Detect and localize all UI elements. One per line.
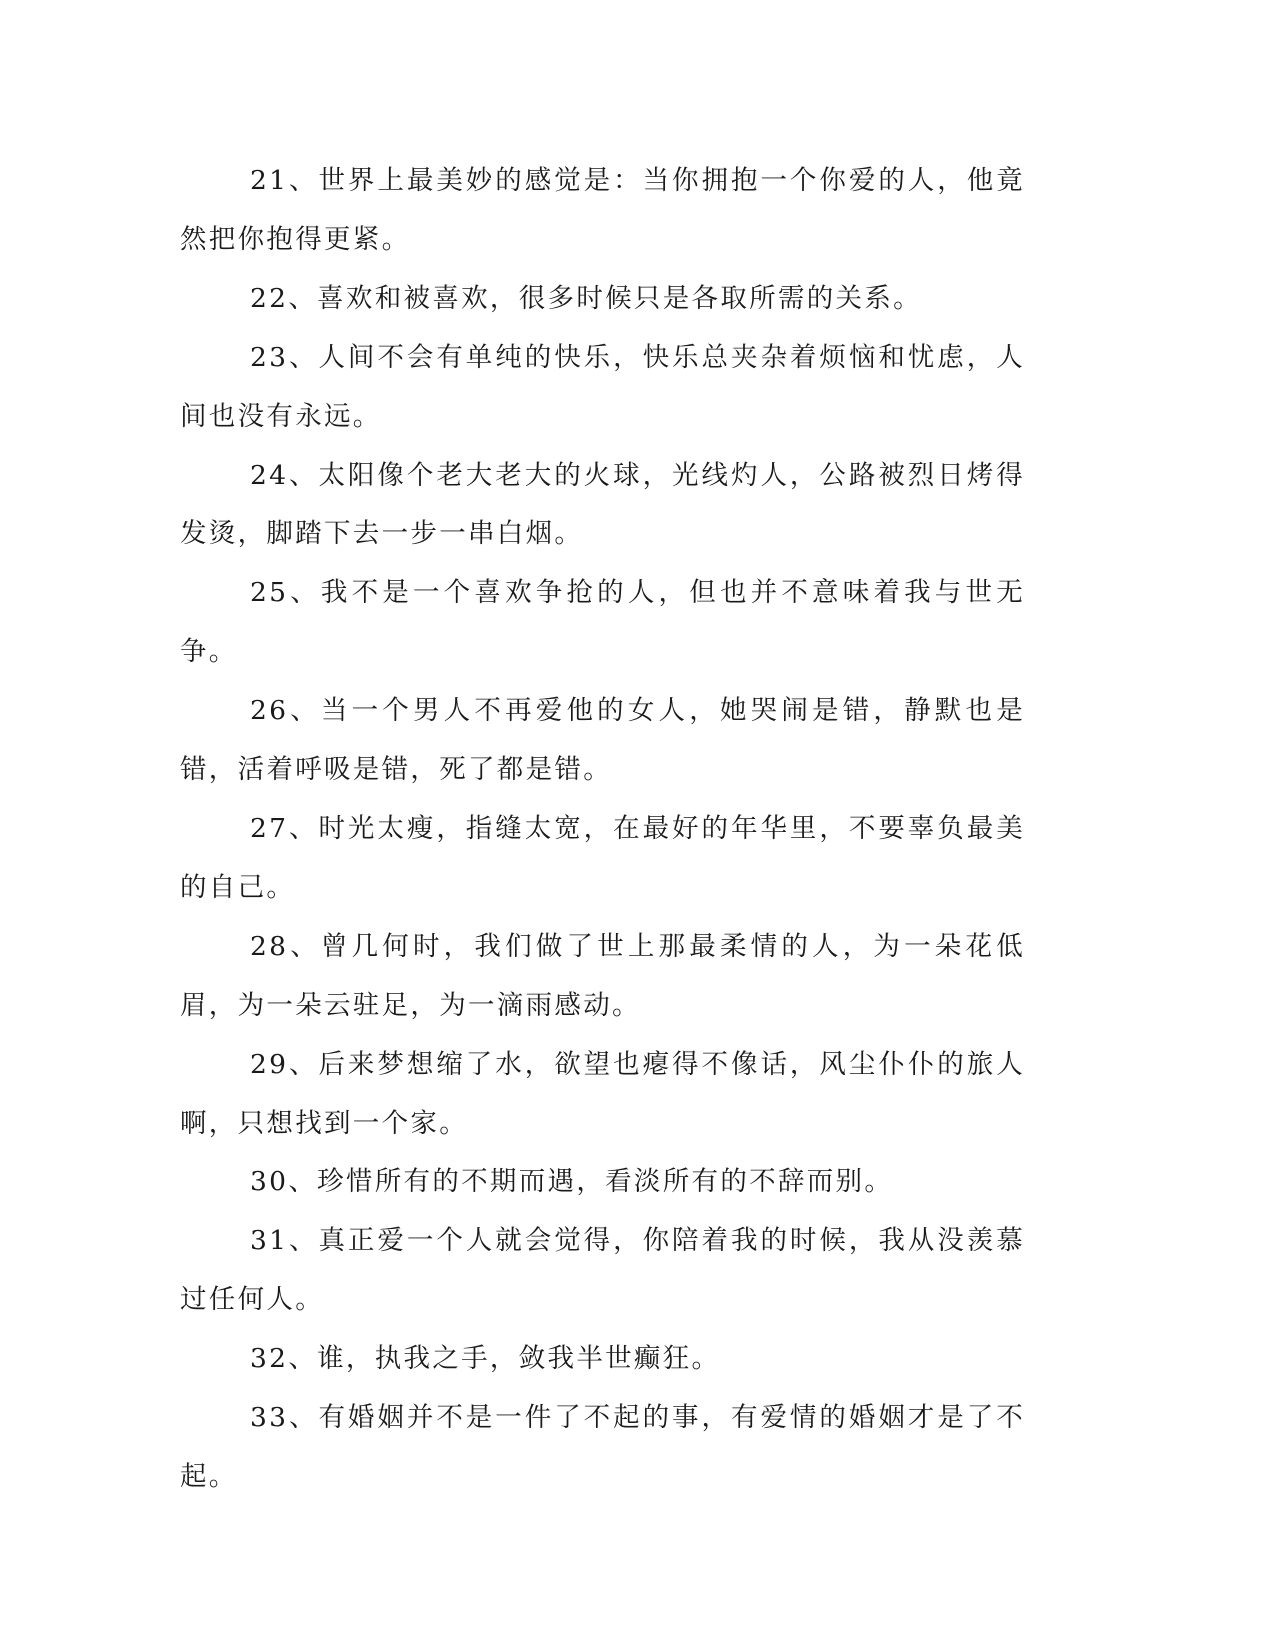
paragraph-26: 26、当一个男人不再爱他的女人，她哭闹是错，静默也是错，活着呼吸是错，死了都是错。 (180, 695, 1025, 786)
paragraph-27: 27、时光太瘦，指缝太宽，在最好的年华里，不要辜负最美的自己。 (180, 812, 1025, 903)
paragraph-25: 25、我不是一个喜欢争抢的人，但也并不意味着我与世无争。 (180, 577, 1025, 668)
paragraph-31: 31、真正爱一个人就会觉得，你陪着我的时候，我从没羡慕过任何人。 (180, 1225, 1025, 1316)
paragraph-30: 30、珍惜所有的不期而遇，看淡所有的不辞而别。 (250, 1166, 894, 1198)
paragraph-22: 22、喜欢和被喜欢，很多时候只是各取所需的关系。 (250, 282, 922, 314)
document-page (180, 152, 1025, 1507)
paragraph-29: 29、后来梦想缩了水，欲望也瘪得不像话，风尘仆仆的旅人啊，只想找到一个家。 (180, 1048, 1025, 1139)
paragraph-32: 32、谁，执我之手，敛我半世癫狂。 (250, 1343, 721, 1375)
paragraph-21: 21、世界上最美妙的感觉是：当你拥抱一个你爱的人，他竟然把你抱得更紧。 (180, 165, 1025, 255)
paragraph-28: 28、曾几何时，我们做了世上那最柔情的人，为一朵花低眉，为一朵云驻足，为一滴雨感动。 (180, 930, 1025, 1021)
paragraph-24: 24、太阳像个老大老大的火球，光线灼人，公路被烈日烤得发烫，脚踏下去一步一串白烟。 (180, 459, 1025, 550)
paragraph-23: 23、人间不会有单纯的快乐，快乐总夹杂着烦恼和忧虑，人间也没有永远。 (180, 341, 1025, 432)
paragraph-33: 33、有婚姻并不是一件了不起的事，有爱情的婚姻才是了不起。 (180, 1402, 1025, 1492)
